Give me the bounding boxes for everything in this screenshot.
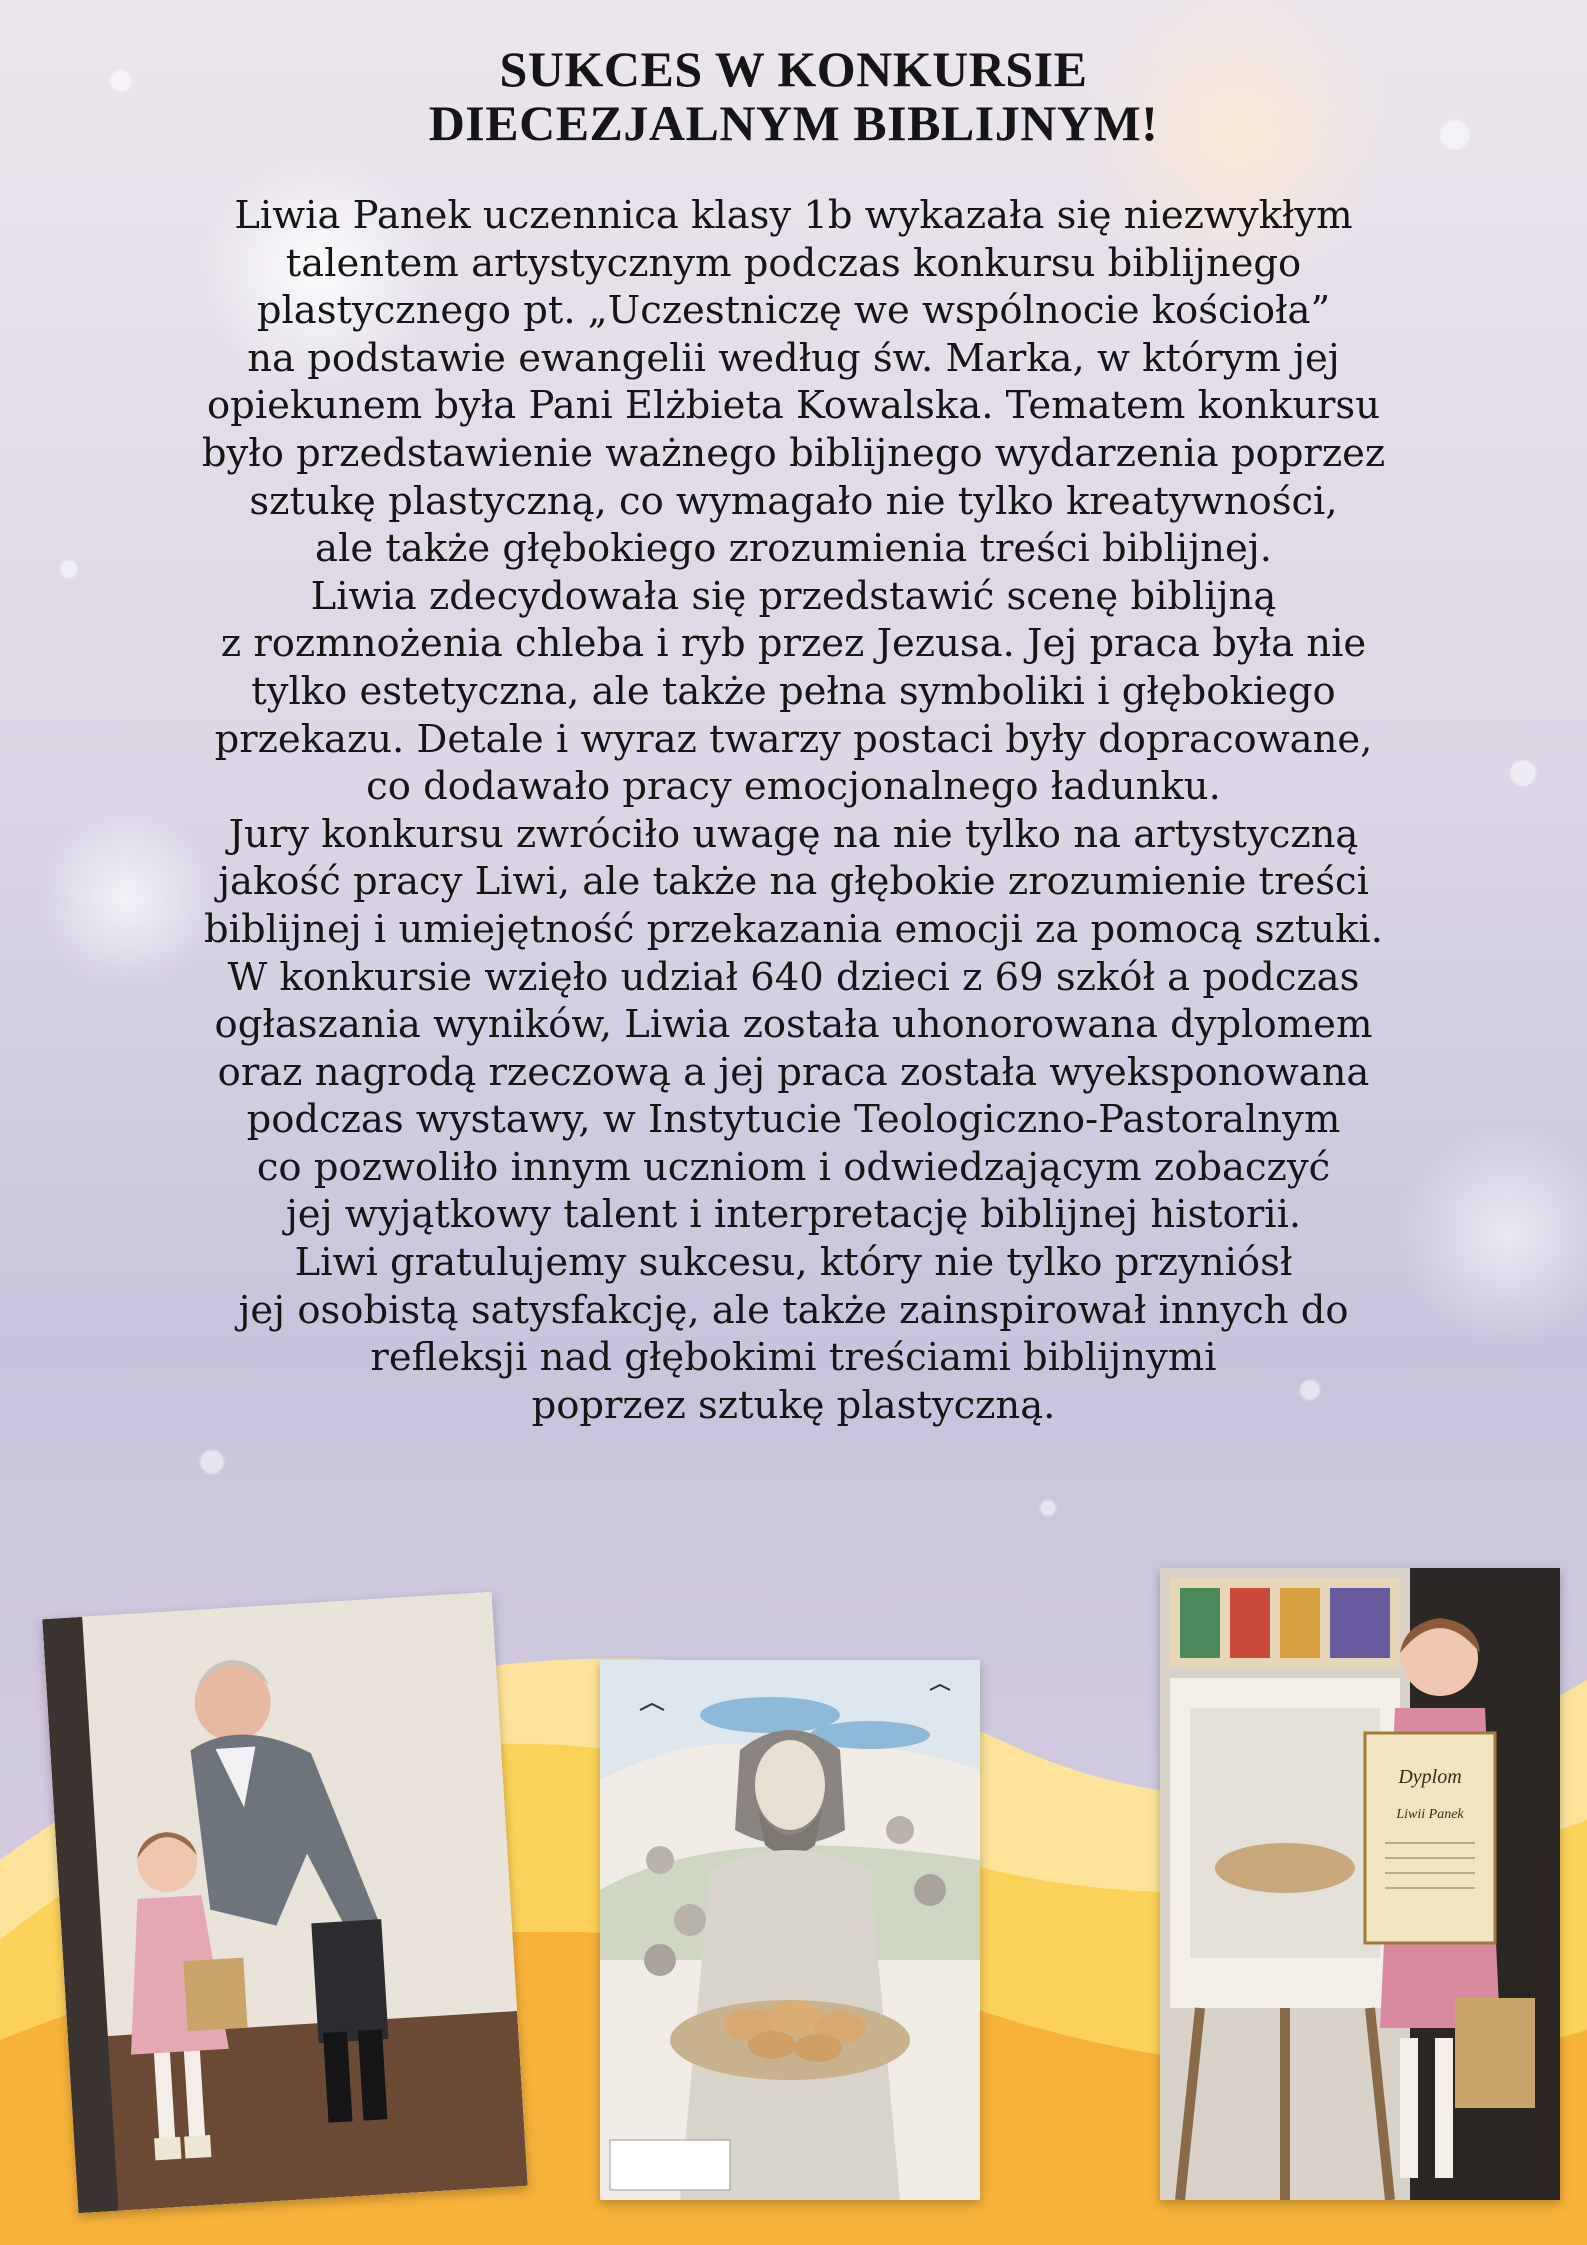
body-line: jej wyjątkowy talent i interpretację biblijnej historii. bbox=[285, 1192, 1302, 1238]
bokeh-dot bbox=[1040, 1500, 1056, 1516]
body-line: Liwia zdecydowała się przedstawić scenę biblijną bbox=[310, 573, 1277, 619]
diploma bbox=[1365, 1733, 1495, 1943]
body-line: opiekunem była Pani Elżbieta Kowalska. Tematem konkursu bbox=[207, 383, 1380, 429]
body-line: jakość pracy Liwi, ale także na głębokie zrozumienie treści bbox=[218, 859, 1369, 905]
body-line: biblijnej i umiejętność przekazania emocji za pomocą sztuki. bbox=[204, 906, 1383, 952]
body-line: na podstawie ewangelii według św. Marka, w którym jej bbox=[247, 335, 1340, 381]
body-line: ogłaszania wyników, Liwia została uhonorowana dyplomem bbox=[214, 1002, 1373, 1048]
body-line: talentem artystycznym podczas konkursu biblijnego bbox=[285, 240, 1302, 286]
body-line: z rozmnożenia chleba i ryb przez Jezusa. Jej praca była nie bbox=[220, 621, 1367, 667]
body-line: oraz nagrodą rzeczową a jej praca została wyeksponowana bbox=[217, 1049, 1370, 1095]
body-line: było przedstawienie ważnego biblijnego wydarzenia poprzez bbox=[201, 430, 1386, 476]
body-line: Liwia Panek uczennica klasy 1b wykazała się niezwykłym bbox=[234, 193, 1353, 238]
bokeh-dot bbox=[200, 1450, 224, 1474]
body-line: podczas wystawy, w Instytucie Teologiczno-Pastoralnym bbox=[246, 1097, 1341, 1143]
body-line: Liwi gratulujemy sukcesu, który nie tylko przyniósł bbox=[294, 1240, 1293, 1286]
body-line: jej osobistą satysfakcję, ale także zainspirował innych do bbox=[238, 1287, 1349, 1333]
body-line: sztukę plastyczną, co wymagało nie tylko kreatywności, bbox=[249, 478, 1338, 524]
body-line: co pozwoliło innym uczniom i odwiedzającym zobaczyć bbox=[256, 1144, 1331, 1190]
photo-girl-with-diploma-image bbox=[1160, 1568, 1560, 2200]
body-line: ale także głębokiego zrozumienia treści biblijnej. bbox=[315, 526, 1272, 572]
photo-teacher-and-girl bbox=[42, 1592, 527, 2213]
article-body bbox=[40, 192, 1547, 1429]
drawing-jesus-bread-image bbox=[600, 1660, 980, 2200]
photo-girl-with-diploma bbox=[1160, 1568, 1560, 2200]
body-line: plastycznego pt. „Uczestniczę we wspólnocie kościoła” bbox=[256, 288, 1331, 334]
drawing-jesus-bread bbox=[600, 1660, 980, 2200]
body-line: refleksji nad głębokimi treściami biblijnymi bbox=[370, 1335, 1217, 1381]
body-line: W konkursie wzięło udział 640 dzieci z 69 szkół a podczas bbox=[227, 954, 1360, 1000]
body-line: tylko estetyczna, ale także pełna symboliki i głębokiego bbox=[251, 668, 1336, 714]
diploma-heading: Dyplom bbox=[1398, 1766, 1462, 1788]
title-line-2: DIECEZJALNYM BIBLIJNYM! bbox=[428, 95, 1159, 151]
body-line: Jury konkursu zwróciło uwagę na nie tylko na artystyczną bbox=[228, 811, 1359, 857]
diploma-name: Liwii Panek bbox=[1396, 1807, 1464, 1822]
page-title bbox=[0, 42, 1587, 150]
body-line: przekazu. Detale i wyraz twarzy postaci były dopracowane, bbox=[214, 716, 1373, 762]
body-line: poprzez sztukę plastyczną. bbox=[531, 1382, 1056, 1428]
title-line-1: SUKCES W KONKURSIE bbox=[499, 41, 1088, 97]
body-line: co dodawało pracy emocjonalnego ładunku. bbox=[366, 764, 1221, 810]
photo-teacher-and-girl-image bbox=[42, 1592, 527, 2213]
